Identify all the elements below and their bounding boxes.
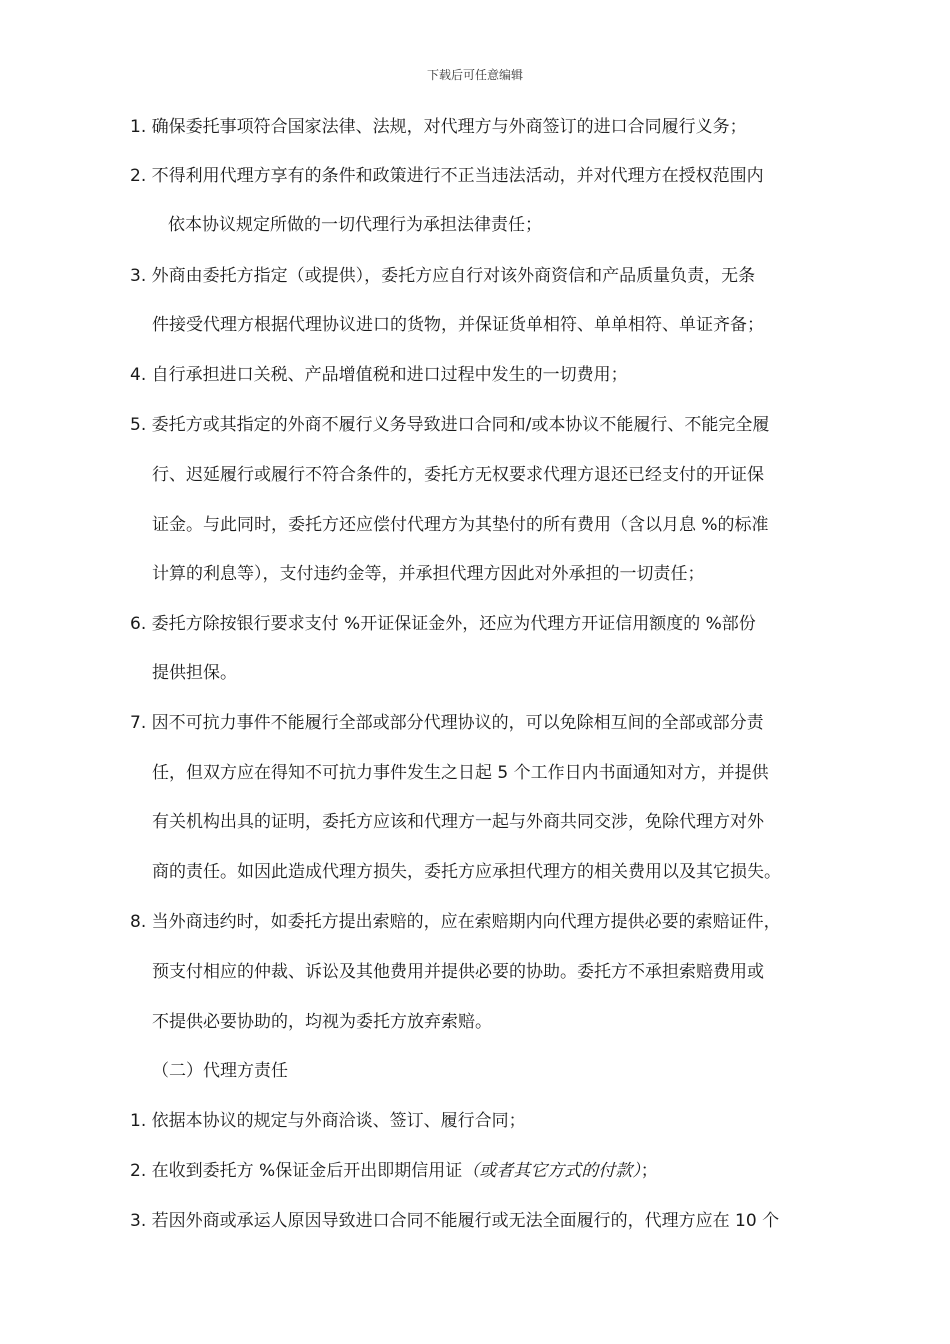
item-text: 因不可抗力事件不能履行全部或部分代理协议的，可以免除相互间的全部或部分责 <box>151 713 764 733</box>
client-item-7-cont: 商的责任。如因此造成代理方损失，委托方应承担代理方的相关费用以及其它损失。 <box>152 862 781 882</box>
client-item-8-cont: 预支付相应的仲裁、诉讼及其他费用并提供必要的协助。委托方不承担索赔费用或 <box>152 962 764 982</box>
item-number: 8. <box>130 912 147 932</box>
agent-item-1 <box>130 1109 526 1133</box>
client-item-3-cont: 件接受代理方根据代理协议进口的货物，并保证货单相符、单单相符、单证齐备； <box>152 315 764 335</box>
client-item-3 <box>130 264 755 288</box>
item-suffix: ； <box>640 1161 658 1181</box>
item-text: 外商由委托方指定（或提供），委托方应自行对该外商资信和产品质量负责，无条 <box>151 266 756 286</box>
client-item-8-cont: 不提供必要协助的，均视为委托方放弃索赔。 <box>152 1012 492 1032</box>
item-number: 1. <box>130 117 147 137</box>
client-item-7 <box>130 711 764 735</box>
client-item-7-cont: 有关机构出具的证明，委托方应该和代理方一起与外商共同交涉，免除代理方对外 <box>152 812 764 832</box>
client-item-5-cont: 证金。与此同时，委托方还应偿付代理方为其垫付的所有费用（含以月息 %的标准 <box>152 515 769 535</box>
client-item-6 <box>130 612 756 636</box>
client-item-5-cont: 计算的利息等），支付违约金等，并承担代理方因此对外承担的一切责任； <box>152 564 705 584</box>
item-text: 确保委托事项符合国家法律、法规，对代理方与外商签订的进口合同履行义务； <box>151 117 747 137</box>
client-item-4 <box>130 363 628 387</box>
page-header: 下载后可任意编辑 <box>426 68 523 82</box>
item-text: 自行承担进口关税、产品增值税和进口过程中发生的一切费用； <box>151 365 628 385</box>
item-number: 3. <box>130 1211 147 1231</box>
item-text: 依据本协议的规定与外商洽谈、签订、履行合同； <box>151 1111 526 1131</box>
item-emphasis: （或者其它方式的付款） <box>462 1161 641 1181</box>
client-item-7-cont: 任，但双方应在得知不可抗力事件发生之日起 5 个工作日内书面通知对方，并提供 <box>152 763 769 783</box>
item-text: 委托方除按银行要求支付 %开证保证金外，还应为代理方开证信用额度的 %部份 <box>151 614 756 634</box>
item-text: 委托方或其指定的外商不履行义务导致进口合同和/或本协议不能履行、不能完全履 <box>151 415 770 435</box>
client-item-2-cont: 依本协议规定所做的一切代理行为承担法律责任； <box>168 215 542 235</box>
client-item-8 <box>130 910 781 934</box>
section-title-agent-responsibilities: （二）代理方责任 <box>152 1061 288 1081</box>
client-item-6-cont: 提供担保。 <box>152 663 237 683</box>
client-item-2 <box>130 164 764 188</box>
client-item-5-cont: 行、迟延履行或履行不符合条件的，委托方无权要求代理方退还已经支付的开证保 <box>152 465 764 485</box>
item-text: 若因外商或承运人原因导致进口合同不能履行或无法全面履行的，代理方应在 10 个 <box>151 1211 780 1231</box>
agent-item-2 <box>130 1159 658 1183</box>
item-text: 当外商违约时，如委托方提出索赔的，应在索赔期内向代理方提供必要的索赔证件， <box>151 912 781 932</box>
item-number: 7. <box>130 713 147 733</box>
item-number: 5. <box>130 415 147 435</box>
agent-item-3 <box>130 1209 779 1233</box>
client-item-5 <box>130 413 769 437</box>
item-number: 3. <box>130 266 147 286</box>
item-number: 2. <box>130 1161 147 1181</box>
item-text: 不得利用代理方享有的条件和政策进行不正当违法活动，并对代理方在授权范围内 <box>151 166 764 186</box>
client-item-1 <box>130 115 747 139</box>
item-number: 4. <box>130 365 147 385</box>
item-number: 2. <box>130 166 147 186</box>
item-text: 在收到委托方 %保证金后开出即期信用证 <box>151 1161 463 1181</box>
item-number: 6. <box>130 614 147 634</box>
item-number: 1. <box>130 1111 147 1131</box>
